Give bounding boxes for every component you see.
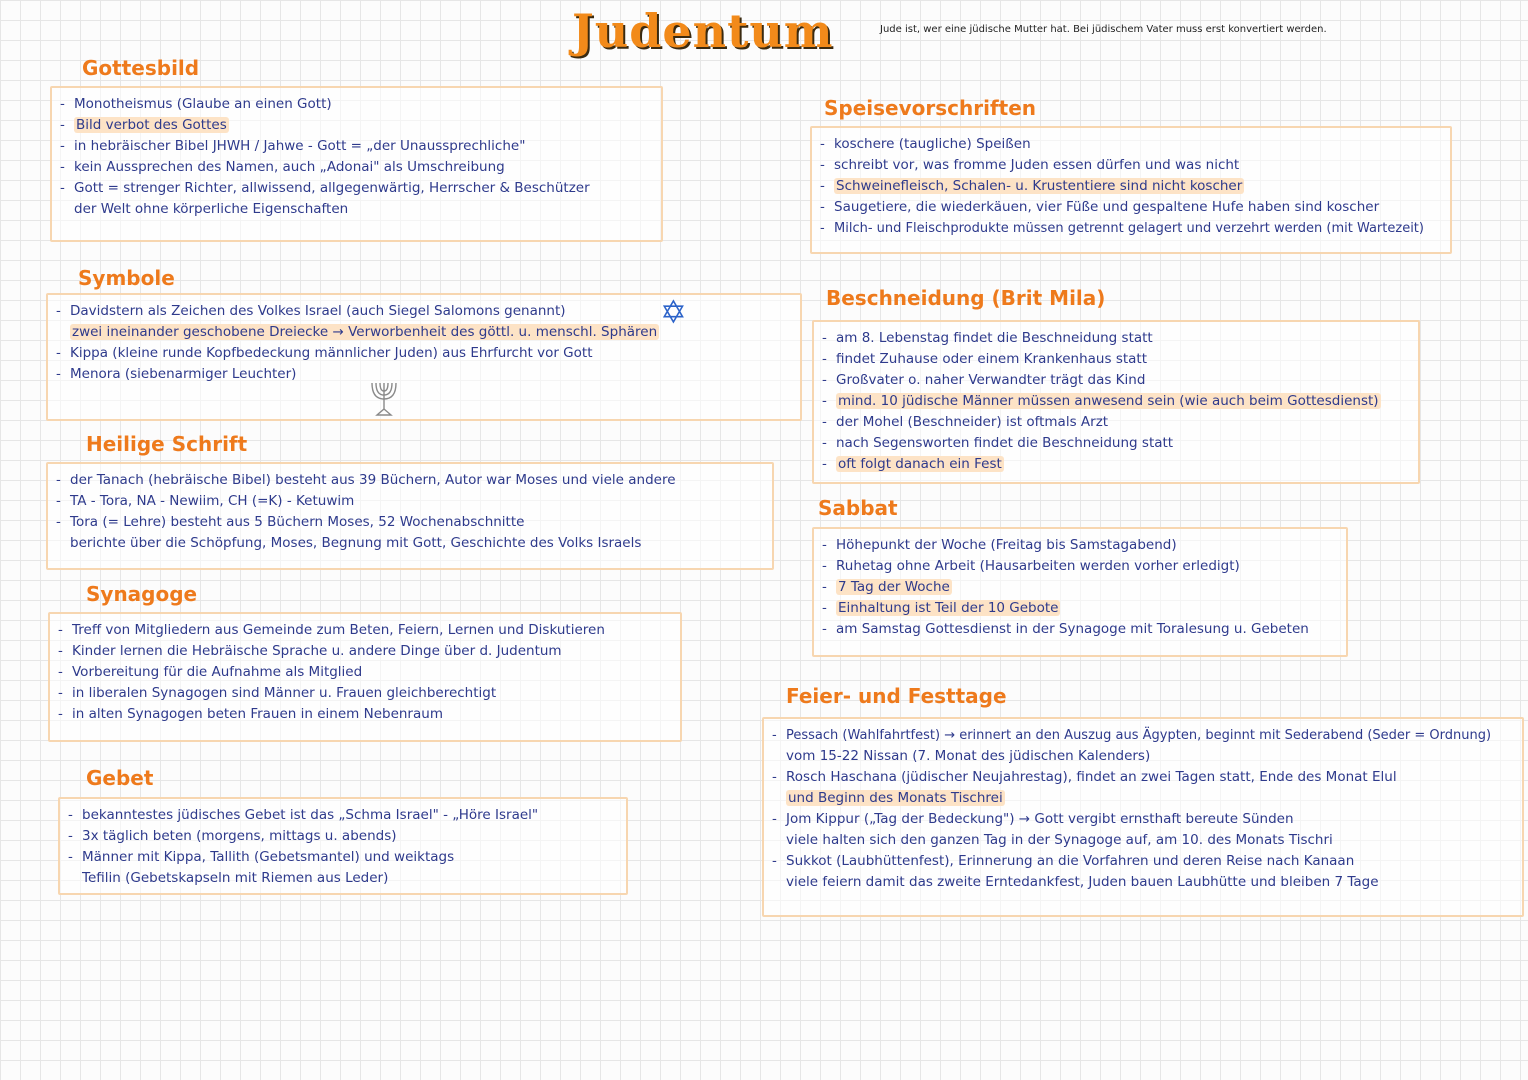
list-item: - am Samstag Gottesdienst in der Synagoge mit Toralesung u. Gebeten — [836, 619, 1336, 640]
list-item: - Treff von Mitgliedern aus Gemeinde zum Beten, Feiern, Lernen und Diskutieren — [72, 620, 670, 641]
list-item: viele halten sich den ganzen Tag in der Synagoge auf, am 10. des Monats Tischri — [786, 832, 1333, 848]
list-item: - Schweinefleisch, Schalen- u. Krustentiere sind nicht koscher — [834, 176, 1440, 197]
list-item: viele feiern damit das zweite Erntedankfest, Juden bauen Laubhütte und bleiben 7 Tage — [786, 874, 1379, 890]
list-feiertage — [786, 725, 1512, 893]
list-item: - mind. 10 jüdische Männer müssen anwesend sein (wie auch beim Gottesdienst) — [836, 391, 1408, 412]
heading-symbole: Symbole — [78, 266, 175, 290]
list-item: - Ruhetag ohne Arbeit (Hausarbeiten werden vorher erledigt) — [836, 556, 1336, 577]
box-gottesbild — [50, 86, 663, 242]
list-item: - Gott = strenger Richter, allwissend, allgegenwärtig, Herrscher & Beschützer — [74, 178, 651, 199]
list-item: - Männer mit Kippa, Tallith (Gebetsmantel) und weiktags — [82, 847, 616, 868]
heading-speisevorschriften: Speisevorschriften — [824, 96, 1037, 120]
list-item: - in liberalen Synagogen sind Männer u. Frauen gleichberechtigt — [72, 683, 670, 704]
header-note: Jude ist, wer eine jüdische Mutter hat. Bei jüdischem Vater muss erst konvertiert werden. — [880, 24, 1327, 35]
box-gebet — [58, 797, 628, 895]
list-item: - Saugetiere, die wiederkäuen, vier Füße und gespaltene Hufe haben sind koscher — [834, 197, 1440, 218]
list-item: - Bild verbot des Gottes — [74, 115, 651, 136]
heading-gebet: Gebet — [86, 766, 154, 790]
box-synagoge — [48, 612, 682, 742]
list-item: der Welt ohne körperliche Eigenschaften — [74, 201, 349, 217]
heading-synagoge: Synagoge — [86, 582, 198, 606]
list-item: - 7 Tag der Woche — [836, 577, 1336, 598]
heading-heilige-schrift: Heilige Schrift — [86, 432, 248, 456]
list-item: - Einhaltung ist Teil der 10 Gebote — [836, 598, 1336, 619]
list-item: - Davidstern als Zeichen des Volkes Israel (auch Siegel Salomons genannt) — [70, 301, 790, 322]
list-item: - TA - Tora, NA - Newiim, CH (=K) - Ketuwim — [70, 491, 762, 512]
list-item: - kein Aussprechen des Namen, auch „Adonai" als Umschreibung — [74, 157, 651, 178]
list-item: - Sukkot (Laubhüttenfest), Erinnerung an die Vorfahren und deren Reise nach Kanaan — [786, 851, 1512, 872]
list-item: - Jom Kippur („Tag der Bedeckung") → Gott vergibt ernsthaft bereute Sünden — [786, 809, 1512, 830]
page-title: Judentum — [572, 4, 834, 58]
list-beschneidung — [836, 328, 1408, 475]
list-item: - der Mohel (Beschneider) ist oftmals Arzt — [836, 412, 1408, 433]
list-item: - nach Segensworten findet die Beschneidung statt — [836, 433, 1408, 454]
box-beschneidung — [812, 320, 1420, 484]
list-item: - in alten Synagogen beten Frauen in einem Nebenraum — [72, 704, 670, 725]
box-feiertage — [762, 717, 1524, 917]
list-item: - Kippa (kleine runde Kopfbedeckung männlicher Juden) aus Ehrfurcht vor Gott — [70, 343, 790, 364]
list-item: - der Tanach (hebräische Bibel) besteht aus 39 Büchern, Autor war Moses und viele andere — [70, 470, 762, 491]
list-item: - findet Zuhause oder einem Krankenhaus statt — [836, 349, 1408, 370]
box-heilige-schrift — [46, 462, 774, 570]
list-item: - Vorbereitung für die Aufnahme als Mitglied — [72, 662, 670, 683]
list-item: - oft folgt danach ein Fest — [836, 454, 1408, 475]
heading-sabbat: Sabbat — [818, 496, 898, 520]
list-item: - Milch- und Fleischprodukte müssen getrennt gelagert und verzehrt werden (mit Wartezeit) — [834, 218, 1440, 239]
list-item: und Beginn des Monats Tischrei — [788, 790, 1003, 806]
box-speisevorschriften — [810, 126, 1452, 254]
list-item: zwei ineinander geschobene Dreiecke → Verworbenheit des göttl. u. menschl. Sphären — [72, 324, 658, 340]
heading-beschneidung: Beschneidung (Brit Mila) — [826, 286, 1106, 310]
box-sabbat — [812, 527, 1348, 657]
list-item: - am 8. Lebenstag findet die Beschneidung statt — [836, 328, 1408, 349]
menorah-icon — [370, 379, 398, 419]
list-item: vom 15-22 Nissan (7. Monat des jüdischen Kalenders) — [786, 748, 1151, 764]
list-item: - 3x täglich beten (morgens, mittags u. abends) — [82, 826, 616, 847]
list-heilige-schrift — [70, 470, 762, 554]
list-item: Tefilin (Gebetskapseln mit Riemen aus Leder) — [82, 870, 389, 886]
list-item: - Menora (siebenarmiger Leuchter) — [70, 364, 790, 385]
heading-feiertage: Feier- und Festtage — [786, 684, 1007, 708]
list-item: berichte über die Schöpfung, Moses, Begnung mit Gott, Geschichte des Volks Israels — [70, 535, 642, 551]
list-item: - Rosch Haschana (jüdischer Neujahrestag), findet an zwei Tagen statt, Ende des Monat Elul — [786, 767, 1512, 788]
list-gebet — [82, 805, 616, 889]
star-of-david-icon: ✡ — [660, 293, 687, 331]
list-item: - bekanntestes jüdisches Gebet ist das „Schma Israel" - „Höre Israel" — [82, 805, 616, 826]
list-item: - in hebräischer Bibel JHWH / Jahwe - Gott = „der Unaussprechliche" — [74, 136, 651, 157]
heading-gottesbild: Gottesbild — [82, 56, 200, 80]
list-item: - Höhepunkt der Woche (Freitag bis Samstagabend) — [836, 535, 1336, 556]
list-speisevorschriften — [834, 134, 1440, 239]
list-sabbat — [836, 535, 1336, 640]
list-synagoge — [72, 620, 670, 725]
list-item: - Monotheismus (Glaube an einen Gott) — [74, 94, 651, 115]
list-item: - Pessach (Wahlfahrtfest) → erinnert an den Auszug aus Ägypten, beginnt mit Sederabend (Seder = Ordnung) — [786, 725, 1512, 746]
list-item: - Großvater o. naher Verwandter trägt das Kind — [836, 370, 1408, 391]
list-item: - schreibt vor, was fromme Juden essen dürfen und was nicht — [834, 155, 1440, 176]
box-symbole — [46, 293, 802, 421]
list-item: - koschere (taugliche) Speißen — [834, 134, 1440, 155]
list-item: - Kinder lernen die Hebräische Sprache u. andere Dinge über d. Judentum — [72, 641, 670, 662]
list-gottesbild — [74, 94, 651, 220]
list-item: - Tora (= Lehre) besteht aus 5 Büchern Moses, 52 Wochenabschnitte — [70, 512, 762, 533]
